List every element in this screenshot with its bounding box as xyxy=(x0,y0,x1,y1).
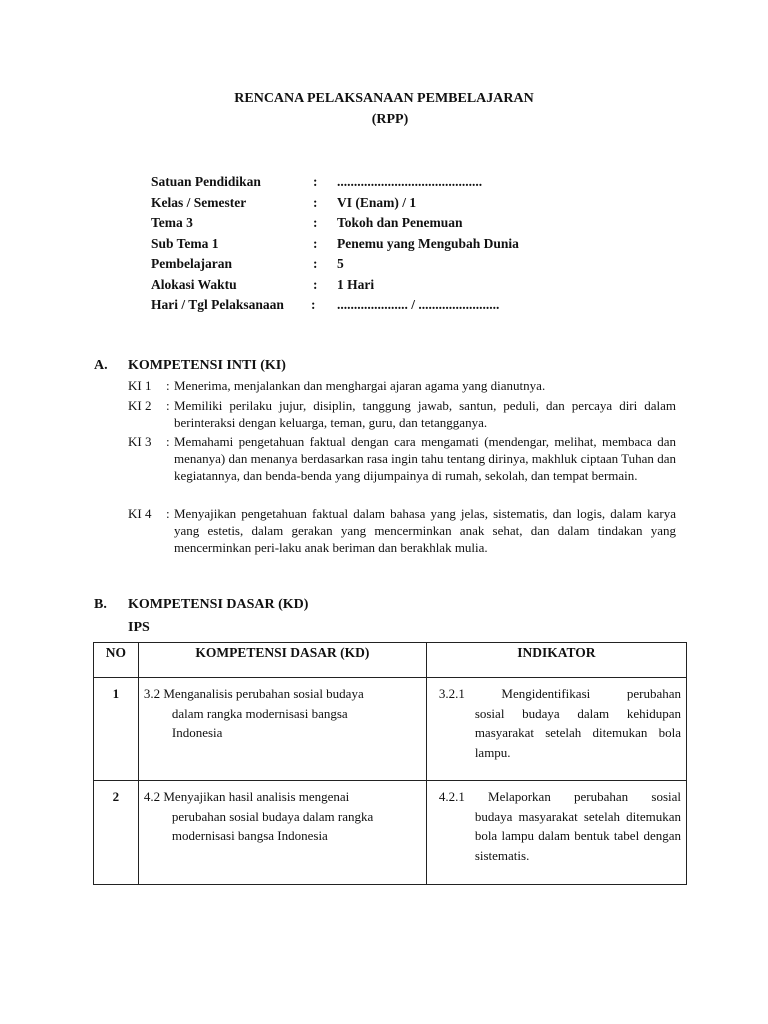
ki-colon: : xyxy=(166,378,170,393)
identity-colon: : xyxy=(313,215,318,230)
kd-line: 3.2 Menganalisis perubahan sosial budaya xyxy=(143,686,364,701)
ki-colon: : xyxy=(166,434,170,449)
identity-colon: : xyxy=(313,174,318,189)
identity-label: Satuan Pendidikan xyxy=(151,174,261,189)
kd-line: Indonesia xyxy=(171,725,223,740)
ki-item xyxy=(128,433,676,485)
identity-value: Tokoh dan Penemuan xyxy=(337,215,463,230)
identity-label: Tema 3 xyxy=(151,215,193,230)
identity-label: Pembelajaran xyxy=(151,256,232,271)
indikator-cell xyxy=(426,781,686,885)
subject-label: IPS xyxy=(128,620,150,635)
identity-label: Sub Tema 1 xyxy=(151,235,219,251)
table-row xyxy=(94,781,687,885)
identity-colon: : xyxy=(311,297,316,312)
row-number: 1 xyxy=(94,678,139,781)
identity-value: Penemu yang Mengubah Dunia xyxy=(337,235,519,251)
identity-value: VI (Enam) / 1 xyxy=(337,194,417,210)
identity-colon: : xyxy=(313,235,318,251)
kd-cell xyxy=(138,678,426,781)
ki-text: Menyajikan pengetahuan faktual dalam bahasa yang jelas, sistematis, dan logis, dalam karya yang estetis, dalam gerakan yang mencerminkan anak sehat, dan dalam tindakan yang mencerminkan peri-laku anak beriman dan berakhlak mulia. xyxy=(174,506,676,556)
identity-colon: : xyxy=(313,194,318,210)
identity-colon: : xyxy=(313,256,318,271)
header-no: NO xyxy=(94,643,139,678)
header-kd: KOMPETENSI DASAR (KD) xyxy=(138,643,426,678)
section-a-title: KOMPETENSI INTI (KI) xyxy=(128,358,286,373)
kd-line: modernisasi bangsa Indonesia xyxy=(171,828,328,843)
ki-item xyxy=(128,397,676,431)
identity-value: ..................... / ........................ xyxy=(337,297,500,312)
section-b-title: KOMPETENSI DASAR (KD) xyxy=(128,597,309,612)
row-number: 2 xyxy=(94,781,139,885)
indikator-line: 4.2.1 Melaporkan perubahan sosial xyxy=(438,789,681,804)
ki-item xyxy=(128,377,676,394)
table-header-row xyxy=(94,643,687,678)
identity-value: ........................................... xyxy=(337,174,483,189)
kd-table xyxy=(93,642,687,885)
ki-text: Menerima, menjalankan dan menghargai ajaran agama yang dianutnya. xyxy=(174,378,546,393)
section-a-letter: A. xyxy=(94,358,108,373)
kd-cell xyxy=(138,781,426,885)
ki-code: KI 1 xyxy=(128,378,152,393)
ki-colon: : xyxy=(166,398,170,413)
identity-colon: : xyxy=(313,276,318,292)
table-row xyxy=(94,678,687,781)
identity-label: Kelas / Semester xyxy=(151,194,247,210)
ki-code: KI 2 xyxy=(128,398,152,413)
document-subtitle: (RPP) xyxy=(371,112,409,127)
indikator-cell xyxy=(426,678,686,781)
ki-code: KI 4 xyxy=(128,506,152,521)
kd-line: 4.2 Menyajikan hasil analisis mengenai xyxy=(143,789,350,804)
identity-label: Hari / Tgl Pelaksanaan xyxy=(151,297,284,312)
ki-text: Memiliki perilaku jujur, disiplin, tanggung jawab, santun, peduli, dan percaya diri dalam berinteraksi dengan keluarga, teman, guru, dan tetangganya. xyxy=(174,398,676,431)
identity-value: 1 Hari xyxy=(337,276,375,292)
header-indikator: INDIKATOR xyxy=(426,643,686,678)
document-title: RENCANA PELAKSANAAN PEMBELAJARAN xyxy=(234,91,534,106)
indikator-text: budaya masyarakat setelah ditemukan bola lampu dalam bentuk tabel dengan sistematis. xyxy=(474,808,681,863)
identity-label: Alokasi Waktu xyxy=(151,276,237,292)
ki-code: KI 3 xyxy=(128,434,152,449)
kd-line: dalam rangka modernisasi bangsa xyxy=(171,705,348,721)
ki-colon: : xyxy=(166,506,170,521)
kd-line: perubahan sosial budaya dalam rangka xyxy=(171,808,374,824)
ki-text: Memahami pengetahuan faktual dengan cara mengamati (mendengar, melihat, membaca dan menanya) dan menanya berdasarkan rasa ingin tahu tentang dirinya, makhluk ciptaan Tuhan dan kegiatannya, dan benda-benda yang dijumpainya di rumah, sekolah, dan tempat bermain. xyxy=(174,434,676,484)
ki-item xyxy=(128,505,676,557)
section-b-letter: B. xyxy=(94,597,107,612)
identity-value: 5 xyxy=(337,256,344,271)
indikator-line: 3.2.1 Mengidentifikasi perubahan xyxy=(438,686,681,701)
indikator-text: sosial budaya dalam kehidupan masyarakat setelah ditemukan bola lampu. xyxy=(474,705,681,760)
